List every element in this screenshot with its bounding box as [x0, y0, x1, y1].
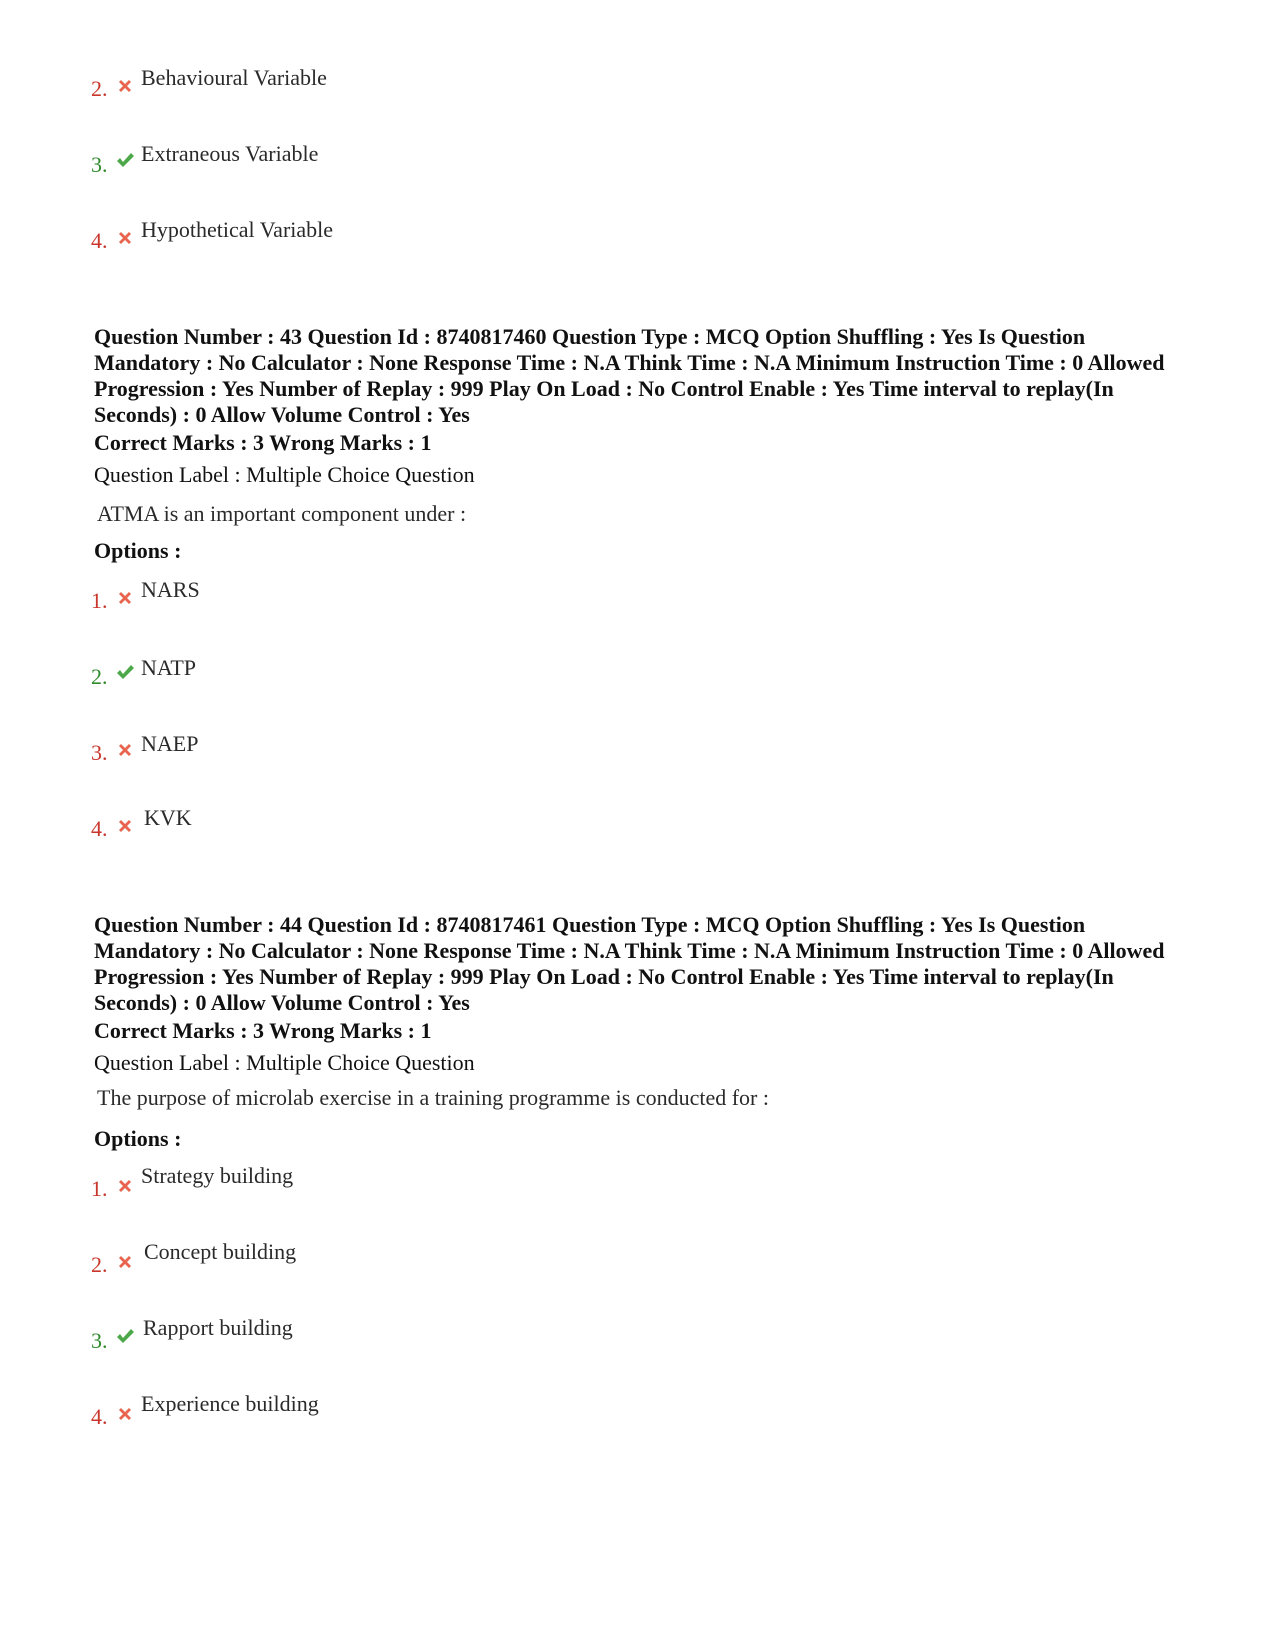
option-row	[91, 578, 791, 618]
cross-icon	[115, 228, 135, 248]
check-icon	[115, 150, 135, 170]
option-row	[91, 1392, 791, 1432]
option-number: 3.	[91, 152, 108, 177]
question-metadata: Question Number : 44 Question Id : 8740817461 Question Type : MCQ Option Shuffling : Yes Is Question Mandatory : No Calculator : None Response Time : N.A Think Time : N.A Minimum Instruction Time : 0 Allowed Progression : Yes Number of Replay : 999 Play On Load : No Control Enable : Yes Time interval to replay(In Seconds) : 0 Allow Volume Control : Yes	[94, 912, 1165, 1015]
cross-icon	[115, 1252, 135, 1272]
option-row	[91, 218, 791, 258]
option-number: 3.	[91, 740, 108, 765]
question-metadata: Question Number : 43 Question Id : 8740817460 Question Type : MCQ Option Shuffling : Yes Is Question Mandatory : No Calculator : None Response Time : N.A Think Time : N.A Minimum Instruction Time : 0 Allowed Progression : Yes Number of Replay : 999 Play On Load : No Control Enable : Yes Time interval to replay(In Seconds) : 0 Allow Volume Control : Yes	[94, 324, 1165, 427]
options-heading: Options :	[94, 538, 182, 563]
cross-icon	[115, 588, 135, 608]
option-number: 2.	[91, 76, 108, 101]
option-number: 1.	[91, 588, 108, 613]
option-text: Strategy building	[141, 1163, 294, 1188]
option-row	[91, 142, 791, 182]
option-number: 1.	[91, 1176, 108, 1201]
options-heading: Options :	[94, 1126, 182, 1151]
option-text: Rapport building	[143, 1315, 293, 1340]
question-marks: Correct Marks : 3 Wrong Marks : 1	[94, 430, 432, 455]
question-label: Question Label : Multiple Choice Question	[94, 462, 475, 487]
question-text: The purpose of microlab exercise in a training programme is conducted for :	[97, 1085, 769, 1110]
question-label: Question Label : Multiple Choice Question	[94, 1050, 475, 1075]
option-text: NAEP	[141, 731, 199, 756]
option-text: Behavioural Variable	[141, 65, 327, 90]
option-number: 4.	[91, 228, 108, 253]
option-row	[91, 730, 791, 770]
option-row	[91, 654, 791, 694]
cross-icon	[115, 76, 135, 96]
option-text: Concept building	[144, 1239, 297, 1264]
option-row	[91, 1316, 791, 1356]
option-text: NATP	[141, 655, 197, 680]
option-number: 4.	[91, 1404, 108, 1429]
question-marks: Correct Marks : 3 Wrong Marks : 1	[94, 1018, 432, 1043]
check-icon	[115, 662, 135, 682]
option-number: 3.	[91, 1328, 108, 1353]
option-text: NARS	[141, 577, 200, 602]
option-text: Hypothetical Variable	[141, 217, 334, 242]
cross-icon	[115, 1176, 135, 1196]
option-row	[91, 66, 791, 106]
cross-icon	[115, 740, 135, 760]
cross-icon	[115, 816, 135, 836]
option-row	[91, 1240, 791, 1280]
option-text: KVK	[144, 805, 192, 830]
check-icon	[115, 1326, 135, 1346]
option-text: Extraneous Variable	[141, 141, 319, 166]
option-number: 2.	[91, 1252, 108, 1277]
cross-icon	[115, 1404, 135, 1424]
option-row	[91, 1164, 791, 1204]
option-number: 4.	[91, 816, 108, 841]
option-number: 2.	[91, 664, 108, 689]
option-text: Experience building	[141, 1391, 319, 1416]
option-row	[91, 806, 791, 846]
question-text: ATMA is an important component under :	[97, 501, 467, 526]
